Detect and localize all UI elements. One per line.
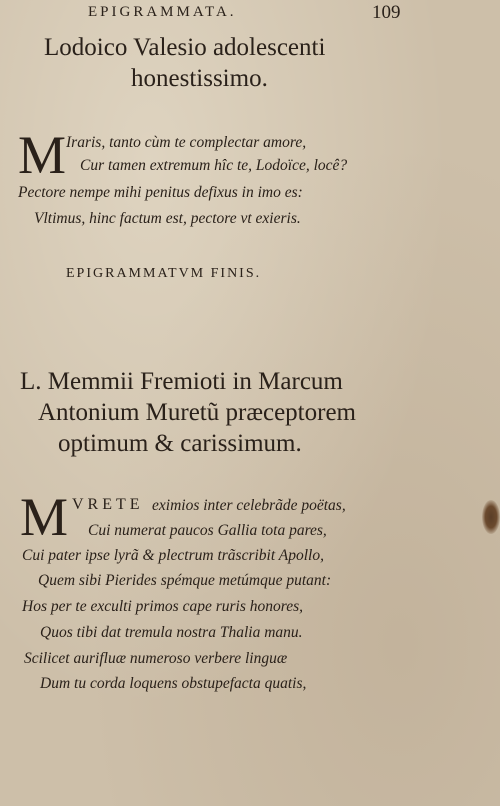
running-head: EPIGRAMMATA. bbox=[88, 4, 237, 20]
verse-line: eximios inter celebrãde poëtas, bbox=[152, 497, 346, 514]
drop-cap: M bbox=[20, 487, 69, 547]
verse-line: Quem sibi Pierides spémque metúmque putant: bbox=[38, 572, 332, 589]
verse-line: Pectore nempe mihi penitus defixus in imo es: bbox=[18, 184, 303, 201]
finis-line: EPIGRAMMATVM FINIS. bbox=[66, 266, 262, 281]
epigram-title-line-3: optimum & carissimum. bbox=[58, 430, 302, 457]
epigram-title-line-1: L. Memmii Fremioti in Marcum bbox=[20, 368, 343, 395]
drop-cap: M bbox=[18, 125, 67, 185]
verse-line: Cur tamen extremum hîc te, Lodoïce, locê? bbox=[80, 157, 348, 174]
verse-line: Cui numerat paucos Gallia tota pares, bbox=[88, 522, 327, 539]
verse-line: Hos per te exculti primos cape ruris honores, bbox=[22, 598, 303, 615]
epigram-title-line-2: Antonium Muretũ præceptorem bbox=[38, 399, 356, 426]
epigram-title-line-2: honestissimo. bbox=[131, 65, 268, 92]
verse-line: Scilicet aurifluæ numeroso verbere linguæ bbox=[24, 650, 288, 667]
verse-line: Cui pater ipse lyrã & plectrum trãscribit Apollo, bbox=[22, 547, 324, 564]
epigram-title-line-1: Lodoico Valesio adolescenti bbox=[44, 34, 326, 61]
verse-line: Dum tu corda loquens obstupefacta quatis, bbox=[40, 675, 307, 692]
ink-stain bbox=[482, 500, 500, 534]
verse-line: Quos tibi dat tremula nostra Thalia manu. bbox=[40, 624, 303, 641]
first-word-caps: VRETE bbox=[72, 496, 144, 513]
page-number: 109 bbox=[372, 2, 401, 23]
verse-line: Iraris, tanto cùm te complectar amore, bbox=[66, 134, 307, 151]
verse-line: Vltimus, hinc factum est, pectore vt exieris. bbox=[34, 210, 301, 227]
